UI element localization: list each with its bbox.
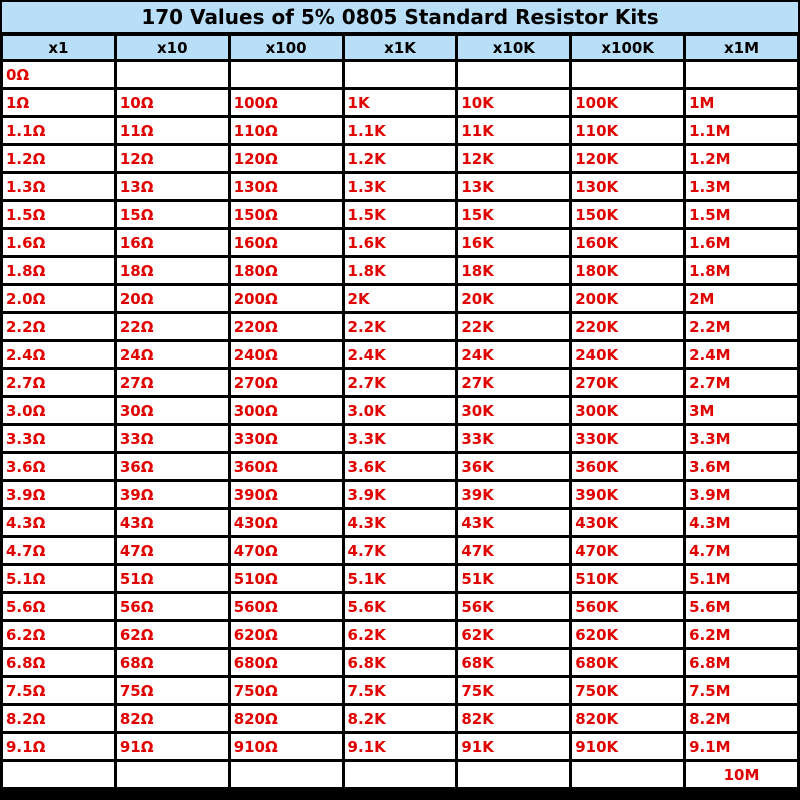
table-cell: 20K xyxy=(458,286,569,311)
table-row xyxy=(3,706,797,731)
table-cell: 51Ω xyxy=(117,566,228,591)
table-cell: 1.3K xyxy=(345,174,456,199)
table-cell: 30K xyxy=(458,398,569,423)
page-title: 170 Values of 5% 0805 Standard Resistor Kits xyxy=(2,2,798,32)
table-cell: 5.1K xyxy=(345,566,456,591)
table-cell: 680Ω xyxy=(231,650,342,675)
table-cell: 160K xyxy=(572,230,683,255)
table-cell: 150Ω xyxy=(231,202,342,227)
table-cell: 43K xyxy=(458,510,569,535)
table-cell: 33Ω xyxy=(117,426,228,451)
table-cell xyxy=(117,62,228,87)
table-cell: 750Ω xyxy=(231,678,342,703)
table-cell: 3.6Ω xyxy=(3,454,114,479)
table-cell: 1.2K xyxy=(345,146,456,171)
table-cell: 240K xyxy=(572,342,683,367)
table-cell: 1.6K xyxy=(345,230,456,255)
table-cell: 1.5Ω xyxy=(3,202,114,227)
table-cell: 47Ω xyxy=(117,538,228,563)
table-cell: 3.3Ω xyxy=(3,426,114,451)
table-cell: 1.5K xyxy=(345,202,456,227)
table-cell: 3.9Ω xyxy=(3,482,114,507)
resistor-value-table xyxy=(0,33,800,790)
table-cell: 1.1M xyxy=(686,118,797,143)
table-cell: 6.2Ω xyxy=(3,622,114,647)
table-cell: 470Ω xyxy=(231,538,342,563)
table-row xyxy=(3,762,797,787)
table-cell: 2.4Ω xyxy=(3,342,114,367)
table-row xyxy=(3,370,797,395)
table-cell: 4.7K xyxy=(345,538,456,563)
table-row xyxy=(3,174,797,199)
table-cell: 330K xyxy=(572,426,683,451)
table-cell: 620K xyxy=(572,622,683,647)
table-cell: 2M xyxy=(686,286,797,311)
table-cell: 3.3K xyxy=(345,426,456,451)
table-row xyxy=(3,510,797,535)
table-cell: 91Ω xyxy=(117,734,228,759)
table-cell: 36K xyxy=(458,454,569,479)
table-cell: 1.3Ω xyxy=(3,174,114,199)
table-cell xyxy=(572,762,683,787)
table-cell: 220K xyxy=(572,314,683,339)
table-cell: 22K xyxy=(458,314,569,339)
table-cell: 1.8M xyxy=(686,258,797,283)
table-row xyxy=(3,258,797,283)
table-cell: 1.2M xyxy=(686,146,797,171)
table-cell xyxy=(458,62,569,87)
table-cell: 11Ω xyxy=(117,118,228,143)
table-cell: 24Ω xyxy=(117,342,228,367)
table-cell: 1.6M xyxy=(686,230,797,255)
table-row xyxy=(3,314,797,339)
table-cell: 910Ω xyxy=(231,734,342,759)
table-cell: 75K xyxy=(458,678,569,703)
table-cell: 13K xyxy=(458,174,569,199)
table-cell: 1.5M xyxy=(686,202,797,227)
table-cell: 12Ω xyxy=(117,146,228,171)
table-row xyxy=(3,342,797,367)
table-cell: 4.3Ω xyxy=(3,510,114,535)
table-cell: 5.1Ω xyxy=(3,566,114,591)
table-cell: 150K xyxy=(572,202,683,227)
table-cell: 15Ω xyxy=(117,202,228,227)
table-cell: 620Ω xyxy=(231,622,342,647)
table-cell: 2.4M xyxy=(686,342,797,367)
table-cell: 68K xyxy=(458,650,569,675)
table-cell: 180Ω xyxy=(231,258,342,283)
table-row xyxy=(3,734,797,759)
table-cell: 180K xyxy=(572,258,683,283)
table-cell: 3.3M xyxy=(686,426,797,451)
table-cell: 39Ω xyxy=(117,482,228,507)
table-cell: 56K xyxy=(458,594,569,619)
table-cell: 10M xyxy=(686,762,797,787)
table-cell: 470K xyxy=(572,538,683,563)
table-cell: 11K xyxy=(458,118,569,143)
table-cell: 43Ω xyxy=(117,510,228,535)
table-cell: 10K xyxy=(458,90,569,115)
table-cell: 36Ω xyxy=(117,454,228,479)
table-cell: 33K xyxy=(458,426,569,451)
table-cell: 6.8Ω xyxy=(3,650,114,675)
table-cell: 6.8K xyxy=(345,650,456,675)
table-cell: 82K xyxy=(458,706,569,731)
table-cell: 3.9K xyxy=(345,482,456,507)
table-row xyxy=(3,146,797,171)
table-cell: 5.6Ω xyxy=(3,594,114,619)
table-cell: 2.2K xyxy=(345,314,456,339)
table-cell: 510Ω xyxy=(231,566,342,591)
table-cell: 8.2Ω xyxy=(3,706,114,731)
table-cell: 1.8Ω xyxy=(3,258,114,283)
table-cell: 200K xyxy=(572,286,683,311)
table-cell: 3.6M xyxy=(686,454,797,479)
table-cell: 4.7Ω xyxy=(3,538,114,563)
table-cell: 3.0Ω xyxy=(3,398,114,423)
table-cell: 27Ω xyxy=(117,370,228,395)
column-header: x100 xyxy=(231,36,342,59)
table-cell: 91K xyxy=(458,734,569,759)
table-cell: 7.5M xyxy=(686,678,797,703)
table-cell xyxy=(345,762,456,787)
table-row xyxy=(3,426,797,451)
table-cell: 4.3M xyxy=(686,510,797,535)
table-cell xyxy=(686,62,797,87)
table-cell: 8.2M xyxy=(686,706,797,731)
table-cell: 2.2Ω xyxy=(3,314,114,339)
table-cell: 27K xyxy=(458,370,569,395)
table-cell: 2.7M xyxy=(686,370,797,395)
table-cell: 20Ω xyxy=(117,286,228,311)
table-row xyxy=(3,566,797,591)
table-cell: 130K xyxy=(572,174,683,199)
table-cell: 1.8K xyxy=(345,258,456,283)
table-cell: 1.1K xyxy=(345,118,456,143)
table-cell: 30Ω xyxy=(117,398,228,423)
table-cell: 3.9M xyxy=(686,482,797,507)
table-cell: 9.1M xyxy=(686,734,797,759)
table-cell: 300K xyxy=(572,398,683,423)
table-cell: 110Ω xyxy=(231,118,342,143)
table-cell xyxy=(231,762,342,787)
table-cell: 3.0K xyxy=(345,398,456,423)
table-cell: 68Ω xyxy=(117,650,228,675)
table-row xyxy=(3,62,797,87)
table-cell: 22Ω xyxy=(117,314,228,339)
table-cell: 1.6Ω xyxy=(3,230,114,255)
table-cell: 160Ω xyxy=(231,230,342,255)
table-cell: 910K xyxy=(572,734,683,759)
table-cell: 360Ω xyxy=(231,454,342,479)
table-cell: 5.6M xyxy=(686,594,797,619)
table-cell xyxy=(572,62,683,87)
table-cell: 8.2K xyxy=(345,706,456,731)
table-cell: 9.1K xyxy=(345,734,456,759)
column-header: x10 xyxy=(117,36,228,59)
table-cell: 47K xyxy=(458,538,569,563)
table-cell: 4.7M xyxy=(686,538,797,563)
table-cell: 390K xyxy=(572,482,683,507)
table-cell: 9.1Ω xyxy=(3,734,114,759)
table-cell: 16K xyxy=(458,230,569,255)
table-cell xyxy=(345,62,456,87)
table-cell: 75Ω xyxy=(117,678,228,703)
table-cell: 750K xyxy=(572,678,683,703)
table-cell: 62K xyxy=(458,622,569,647)
table-cell: 3.6K xyxy=(345,454,456,479)
table-cell: 130Ω xyxy=(231,174,342,199)
table-cell: 6.2M xyxy=(686,622,797,647)
table-cell: 18K xyxy=(458,258,569,283)
table-cell: 360K xyxy=(572,454,683,479)
table-cell xyxy=(117,762,228,787)
table-cell: 1M xyxy=(686,90,797,115)
column-header: x1K xyxy=(345,36,456,59)
table-cell: 1.3M xyxy=(686,174,797,199)
table-cell xyxy=(458,762,569,787)
table-row xyxy=(3,90,797,115)
table-cell xyxy=(231,62,342,87)
table-cell: 0Ω xyxy=(3,62,114,87)
table-cell: 510K xyxy=(572,566,683,591)
table-cell: 56Ω xyxy=(117,594,228,619)
table-cell: 6.8M xyxy=(686,650,797,675)
table-cell: 7.5Ω xyxy=(3,678,114,703)
table-cell: 1.2Ω xyxy=(3,146,114,171)
table-cell: 390Ω xyxy=(231,482,342,507)
table-cell: 7.5K xyxy=(345,678,456,703)
table-cell: 430K xyxy=(572,510,683,535)
table-cell: 330Ω xyxy=(231,426,342,451)
table-cell: 560K xyxy=(572,594,683,619)
table-row xyxy=(3,398,797,423)
table-cell: 240Ω xyxy=(231,342,342,367)
column-header: x1 xyxy=(3,36,114,59)
table-cell: 6.2K xyxy=(345,622,456,647)
table-cell: 120K xyxy=(572,146,683,171)
table-cell: 430Ω xyxy=(231,510,342,535)
table-cell: 820K xyxy=(572,706,683,731)
table-cell: 2.7K xyxy=(345,370,456,395)
column-header: x10K xyxy=(458,36,569,59)
table-cell xyxy=(3,762,114,787)
table-cell: 100Ω xyxy=(231,90,342,115)
table-row xyxy=(3,538,797,563)
table-cell: 2.0Ω xyxy=(3,286,114,311)
table-cell: 2.7Ω xyxy=(3,370,114,395)
table-cell: 300Ω xyxy=(231,398,342,423)
table-row xyxy=(3,622,797,647)
table-cell: 100K xyxy=(572,90,683,115)
table-cell: 200Ω xyxy=(231,286,342,311)
table-cell: 82Ω xyxy=(117,706,228,731)
table-cell: 2.2M xyxy=(686,314,797,339)
table-cell: 13Ω xyxy=(117,174,228,199)
table-row xyxy=(3,454,797,479)
table-cell: 18Ω xyxy=(117,258,228,283)
table-row xyxy=(3,482,797,507)
table-cell: 1.1Ω xyxy=(3,118,114,143)
column-header: x100K xyxy=(572,36,683,59)
table-cell: 270K xyxy=(572,370,683,395)
table-cell: 10Ω xyxy=(117,90,228,115)
table-cell: 15K xyxy=(458,202,569,227)
table-body xyxy=(3,62,797,787)
table-cell: 1Ω xyxy=(3,90,114,115)
table-cell: 3M xyxy=(686,398,797,423)
column-header: x1M xyxy=(686,36,797,59)
table-cell: 62Ω xyxy=(117,622,228,647)
table-cell: 39K xyxy=(458,482,569,507)
table-cell: 2.4K xyxy=(345,342,456,367)
table-cell: 51K xyxy=(458,566,569,591)
table-row xyxy=(3,230,797,255)
table-cell: 12K xyxy=(458,146,569,171)
table-row xyxy=(3,678,797,703)
table-cell: 2K xyxy=(345,286,456,311)
table-cell: 680K xyxy=(572,650,683,675)
table-row xyxy=(3,202,797,227)
table-cell: 820Ω xyxy=(231,706,342,731)
table-cell: 270Ω xyxy=(231,370,342,395)
table-cell: 110K xyxy=(572,118,683,143)
table-row xyxy=(3,118,797,143)
table-row xyxy=(3,594,797,619)
table-cell: 16Ω xyxy=(117,230,228,255)
table-row xyxy=(3,286,797,311)
table-cell: 5.1M xyxy=(686,566,797,591)
table-cell: 1K xyxy=(345,90,456,115)
table-cell: 4.3K xyxy=(345,510,456,535)
column-header-row xyxy=(3,36,797,59)
table-cell: 560Ω xyxy=(231,594,342,619)
table-cell: 220Ω xyxy=(231,314,342,339)
table-cell: 120Ω xyxy=(231,146,342,171)
table-cell: 5.6K xyxy=(345,594,456,619)
table-row xyxy=(3,650,797,675)
table-cell: 24K xyxy=(458,342,569,367)
